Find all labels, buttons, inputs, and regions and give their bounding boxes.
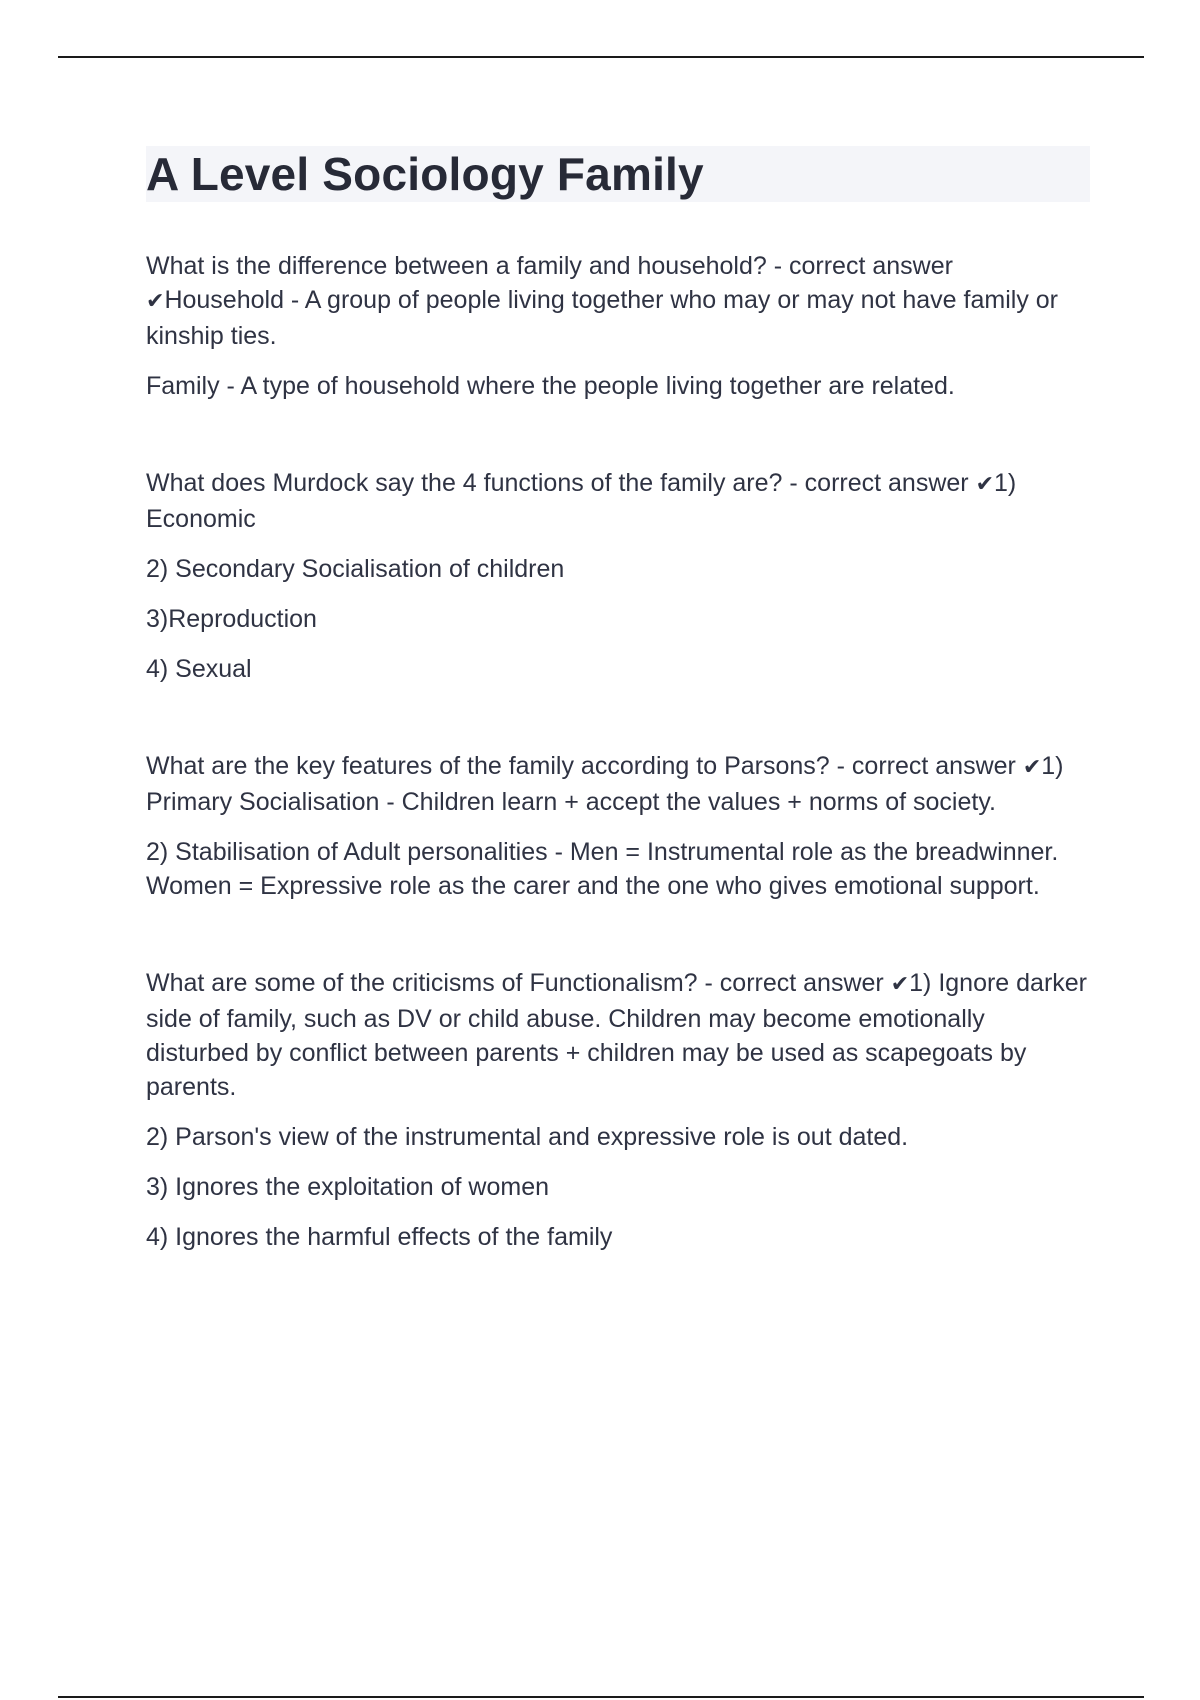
- question-text: What are the key features of the family according to Parsons?: [146, 752, 830, 780]
- answer-paragraph: 2) Secondary Socialisation of children: [146, 555, 565, 583]
- check-icon: ✔: [975, 472, 994, 497]
- qa-item: [146, 466, 1090, 686]
- document-page: [146, 146, 1090, 1317]
- answer-paragraph: Family - A type of household where the people living together are related.: [146, 372, 955, 400]
- answer-paragraph: 3)Reproduction: [146, 605, 317, 633]
- page-title: A Level Sociology Family: [146, 148, 704, 200]
- qa-question-paragraph: [146, 466, 1090, 536]
- answer-paragraph: 3) Ignores the exploitation of women: [146, 1173, 550, 1201]
- bottom-rule: [58, 1696, 1144, 1698]
- question-text: What are some of the criticisms of Functionalism?: [146, 969, 698, 997]
- answer-paragraph: 2) Stabilisation of Adult personalities - Men = Instrumental role as the breadwinner. Women = Expressive role as the carer and the one who gives emotional support.: [146, 838, 1059, 900]
- answer-marker: - correct answer: [704, 969, 884, 997]
- answer-text: 1) Primary Socialisation - Children learn + accept the values + norms of society.: [146, 752, 1064, 816]
- qa-item: [146, 249, 1090, 403]
- answer-paragraph: 2) Parson's view of the instrumental and expressive role is out dated.: [146, 1123, 909, 1151]
- qa-item: [146, 966, 1090, 1254]
- qa-list: [146, 249, 1090, 1254]
- check-icon: ✔: [1022, 755, 1042, 780]
- answer-marker: - correct answer: [773, 252, 953, 280]
- qa-question-paragraph: [146, 249, 1090, 353]
- qa-question-paragraph: [146, 966, 1090, 1104]
- check-icon: ✔: [146, 289, 165, 314]
- qa-item: [146, 749, 1090, 903]
- answer-text: Household - A group of people living together who may or may not have family or kinship ties.: [146, 286, 1058, 350]
- answer-text: 1) Economic: [146, 469, 1017, 533]
- question-text: What is the difference between a family and household?: [146, 252, 767, 280]
- answer-text: 1) Ignore darker side of family, such as DV or child abuse. Children may become emotionally disturbed by conflict between parents + children may be used as scapegoats by parents.: [146, 969, 1088, 1101]
- answer-paragraph: 4) Ignores the harmful effects of the family: [146, 1223, 613, 1251]
- answer-paragraph: 4) Sexual: [146, 655, 252, 683]
- question-text: What does Murdock say the 4 functions of the family are?: [146, 469, 783, 497]
- top-rule: [58, 56, 1144, 58]
- answer-marker: - correct answer: [836, 752, 1016, 780]
- check-icon: ✔: [890, 972, 910, 997]
- title-bar: [146, 146, 1090, 202]
- answer-marker: - correct answer: [789, 469, 969, 497]
- qa-question-paragraph: [146, 749, 1090, 819]
